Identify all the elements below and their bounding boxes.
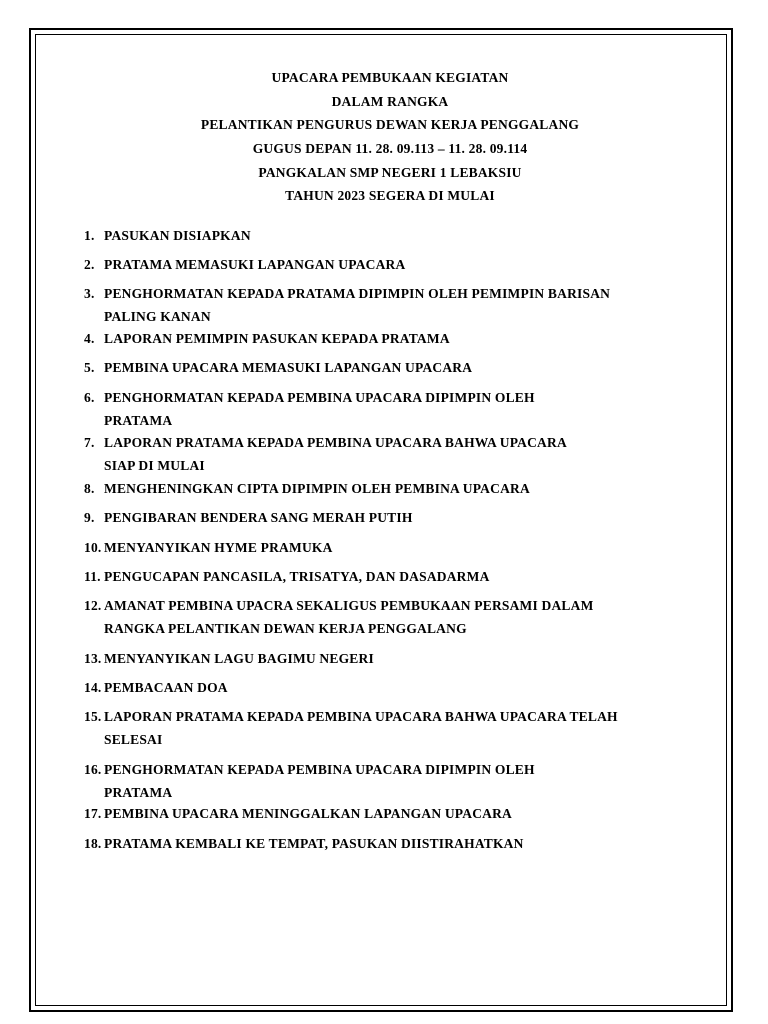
header-line: TAHUN 2023 SEGERA DI MULAI (285, 188, 495, 204)
list-item (84, 225, 704, 248)
list-item-number: 15. (84, 709, 102, 724)
list-item-text: PEMBINA UPACARA MENINGGALKAN LAPANGAN UPACARA (104, 806, 512, 821)
list-item-text: PASUKAN DISIAPKAN (104, 228, 251, 243)
list-item-text: PENGHORMATAN KEPADA PRATAMA DIPIMPIN OLEH PEMIMPIN BARISAN PALING KANAN (104, 286, 611, 324)
list-item-number: 13. (84, 651, 102, 666)
list-item-number: 1. (84, 228, 95, 243)
list-item-text: MENGHENINGKAN CIPTA DIPIMPIN OLEH PEMBINA UPACARA (104, 481, 530, 496)
list-item-text: PEMBINA UPACARA MEMASUKI LAPANGAN UPACARA (104, 360, 473, 375)
list-item (84, 648, 704, 671)
list-item (84, 677, 704, 700)
list-item (84, 328, 704, 351)
list-item-text: LAPORAN PEMIMPIN PASUKAN KEPADA PRATAMA (104, 331, 450, 346)
list-item-text: PRATAMA MEMASUKI LAPANGAN UPACARA (104, 257, 406, 272)
list-item-text: PENGUCAPAN PANCASILA, TRISATYA, DAN DASADARMA (104, 569, 490, 584)
list-item (84, 759, 704, 804)
list-item-number: 10. (84, 540, 102, 555)
list-item-text: PENGHORMATAN KEPADA PEMBINA UPACARA DIPIMPIN OLEH PRATAMA (104, 390, 535, 428)
list-item-text: LAPORAN PRATAMA KEPADA PEMBINA UPACARA BAHWA UPACARA TELAH SELESAI (104, 709, 618, 747)
list-item-number: 6. (84, 390, 95, 405)
list-item-number: 9. (84, 510, 95, 525)
list-item-text: AMANAT PEMBINA UPACRA SEKALIGUS PEMBUKAAN PERSAMI DALAM RANGKA PELANTIKAN DEWAN KERJA PENGGALANG (104, 598, 594, 636)
list-item-number: 16. (84, 762, 102, 777)
list-item-number: 3. (84, 286, 95, 301)
list-item (84, 432, 704, 477)
list-item-number: 11. (84, 569, 101, 584)
list-item-number: 17. (84, 806, 102, 821)
list-item-number: 7. (84, 435, 95, 450)
list-item (84, 254, 704, 277)
list-item-number: 4. (84, 331, 95, 346)
list-item-number: 5. (84, 360, 95, 375)
list-item (84, 357, 704, 380)
list-item (84, 537, 704, 560)
list-item-text: PEMBACAAN DOA (104, 680, 228, 695)
list-item (84, 803, 704, 826)
document-header (60, 66, 720, 208)
list-item (84, 566, 704, 589)
list-item (84, 507, 704, 530)
list-item-text: PENGIBARAN BENDERA SANG MERAH PUTIH (104, 510, 413, 525)
list-item-text: MENYANYIKAN LAGU BAGIMU NEGERI (104, 651, 374, 666)
list-item-number: 2. (84, 257, 95, 272)
list-item-number: 18. (84, 836, 102, 851)
list-item-number: 12. (84, 598, 102, 613)
list-item-text: MENYANYIKAN HYME PRAMUKA (104, 540, 333, 555)
list-item-text: PENGHORMATAN KEPADA PEMBINA UPACARA DIPIMPIN OLEH PRATAMA (104, 762, 535, 800)
list-item (84, 833, 704, 856)
list-item (84, 283, 704, 328)
list-item-text: PRATAMA KEMBALI KE TEMPAT, PASUKAN DIISTIRAHATKAN (104, 836, 524, 851)
header-line: GUGUS DEPAN 11. 28. 09.113 – 11. 28. 09.114 (252, 141, 528, 157)
header-line: PELANTIKAN PENGURUS DEWAN KERJA PENGGALANG (200, 117, 580, 133)
header-line: UPACARA PEMBUKAAN KEGIATAN (271, 70, 509, 85)
list-item (84, 387, 704, 432)
list-item (84, 478, 704, 501)
list-item-number: 14. (84, 680, 102, 695)
list-item-number: 8. (84, 481, 95, 496)
list-item (84, 595, 704, 640)
header-line: DALAM RANGKA (331, 93, 449, 109)
header-line: PANGKALAN SMP NEGERI 1 LEBAKSIU (258, 164, 522, 180)
list-item-text: LAPORAN PRATAMA KEPADA PEMBINA UPACARA BAHWA UPACARA SIAP DI MULAI (104, 435, 567, 473)
list-item (84, 706, 704, 751)
